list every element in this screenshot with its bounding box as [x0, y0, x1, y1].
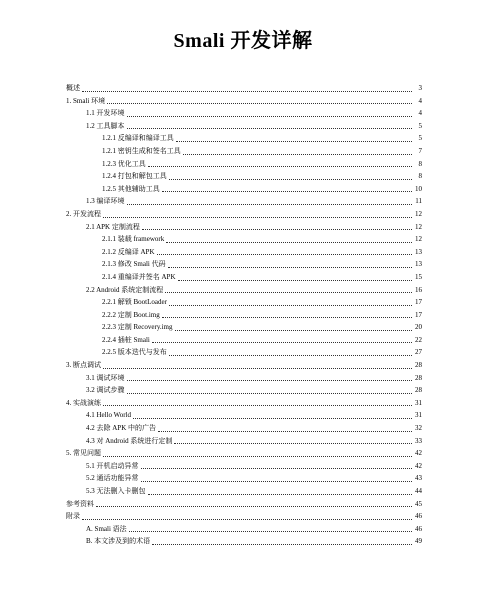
toc-dot-leader	[178, 280, 412, 281]
toc-dot-leader	[152, 544, 412, 545]
toc-dot-leader	[152, 342, 412, 343]
toc-entry-page-number: 16	[415, 285, 422, 294]
toc-dot-leader	[169, 355, 412, 356]
toc-entry-label: 4.1 Hello World	[86, 411, 131, 420]
toc-entry-page-number: 13	[415, 247, 422, 256]
toc-dot-leader	[127, 393, 413, 394]
toc-entry-label: 4.3 对 Android 系统进行定制	[86, 436, 173, 445]
toc-entry[interactable]	[66, 284, 422, 297]
toc-entry[interactable]	[66, 422, 422, 435]
toc-entry[interactable]	[66, 510, 422, 523]
toc-entry-page-number: 42	[415, 461, 422, 470]
toc-entry[interactable]	[66, 409, 422, 422]
toc-entry-label: 2.1.1 装载 framework	[102, 235, 165, 244]
toc-entry-label: 附录	[66, 512, 80, 521]
toc-dot-leader	[127, 128, 413, 129]
toc-entry-page-number: 4	[418, 96, 422, 105]
toc-entry-label: 3.2 调试步骤	[86, 386, 125, 395]
toc-dot-leader	[148, 494, 413, 495]
toc-entry-page-number: 12	[415, 222, 422, 231]
toc-dot-leader	[157, 254, 412, 255]
toc-entry-label: 概述	[66, 84, 80, 92]
toc-entry-page-number: 10	[415, 184, 422, 193]
toc-entry[interactable]	[66, 334, 422, 347]
toc-entry-label: 1.2.4 打包和解包工具	[102, 172, 167, 181]
toc-entry-page-number: 3	[418, 84, 422, 92]
toc-dot-leader	[103, 368, 412, 369]
toc-dot-leader	[169, 179, 412, 180]
toc-dot-leader	[148, 166, 412, 167]
toc-entry[interactable]	[66, 132, 422, 145]
toc-entry[interactable]	[66, 359, 422, 372]
toc-entry-label: 参考资料	[66, 499, 94, 508]
toc-entry[interactable]	[66, 447, 422, 460]
toc-entry-page-number: 44	[415, 487, 422, 495]
toc-entry-page-number: 8	[418, 159, 422, 168]
toc-dot-leader	[141, 481, 413, 482]
toc-entry-page-number: 33	[415, 436, 422, 445]
toc-entry-page-number: 15	[415, 272, 422, 281]
toc-entry-label: 2.2.4 插桩 Smali	[102, 335, 150, 344]
toc-dot-leader	[168, 267, 412, 268]
toc-entry-page-number: 17	[415, 298, 422, 307]
toc-entry[interactable]	[66, 321, 422, 334]
table-of-contents	[66, 82, 422, 548]
toc-dot-leader	[103, 405, 412, 406]
toc-entry-page-number: 49	[415, 537, 422, 546]
toc-entry-label: 1.3 编译环境	[86, 197, 125, 206]
toc-entry[interactable]	[66, 95, 422, 108]
toc-entry-page-number: 12	[415, 209, 422, 218]
toc-dot-leader	[175, 330, 412, 331]
toc-entry[interactable]	[66, 246, 422, 259]
toc-entry-page-number: 42	[415, 449, 422, 458]
toc-entry-label: 2.2 Android 系统定制流程	[86, 285, 164, 294]
toc-entry-label: 2.1.2 反编译 APK	[102, 247, 155, 256]
toc-entry-page-number: 27	[415, 348, 422, 357]
toc-entry-page-number: 7	[418, 146, 422, 155]
toc-entry[interactable]	[66, 384, 422, 397]
toc-entry-label: B. 本文涉及到的术语	[86, 537, 151, 546]
toc-entry-page-number: 5	[418, 121, 422, 130]
toc-entry-page-number: 46	[415, 512, 422, 521]
toc-entry-page-number: 4	[418, 109, 422, 118]
toc-entry[interactable]	[66, 296, 422, 309]
toc-entry-page-number: 8	[418, 172, 422, 181]
toc-dot-leader	[169, 305, 412, 306]
toc-entry-label: A. Smali 语法	[86, 524, 127, 533]
toc-entry[interactable]	[66, 258, 422, 271]
toc-dot-leader	[162, 317, 412, 318]
toc-dot-leader	[183, 154, 412, 155]
toc-dot-leader	[127, 204, 413, 205]
toc-dot-leader	[103, 217, 412, 218]
toc-entry[interactable]	[66, 435, 422, 448]
toc-entry[interactable]	[66, 472, 422, 485]
toc-dot-leader	[129, 531, 412, 532]
toc-entry-label: 2.1 APK 定制流程	[86, 222, 140, 231]
toc-entry[interactable]	[66, 158, 422, 171]
toc-entry-page-number: 28	[415, 373, 422, 382]
toc-entry-label: 1.1 开发环境	[86, 109, 125, 118]
toc-entry-label: 1.2.1 反编译和编译工具	[102, 134, 174, 143]
toc-entry[interactable]	[66, 372, 422, 385]
toc-entry[interactable]	[66, 397, 422, 410]
toc-entry-label: 5. 常见问题	[66, 449, 101, 458]
toc-entry[interactable]	[66, 82, 422, 95]
toc-entry-label: 2.2.3 定制 Recovery.img	[102, 323, 173, 332]
toc-entry[interactable]	[66, 523, 422, 536]
toc-entry-label: 4. 实战演练	[66, 398, 101, 407]
toc-entry-page-number: 32	[415, 424, 422, 433]
toc-dot-leader	[82, 91, 412, 92]
toc-entry-label: 1. Smali 环境	[66, 96, 106, 105]
toc-entry-label: 3.1 调试环境	[86, 373, 125, 382]
toc-entry-page-number: 17	[415, 310, 422, 319]
toc-entry-page-number: 5	[418, 134, 422, 143]
toc-dot-leader	[82, 519, 412, 520]
toc-entry-label: 2. 开发流程	[66, 209, 101, 218]
toc-entry-label: 1.2.3 优化工具	[102, 159, 146, 168]
toc-entry-page-number: 12	[415, 235, 422, 244]
toc-entry-page-number: 31	[415, 411, 422, 420]
toc-entry[interactable]	[66, 498, 422, 511]
toc-entry-label: 2.2.5 版本迭代与发布	[102, 348, 167, 357]
toc-entry[interactable]	[66, 145, 422, 158]
toc-entry[interactable]	[66, 233, 422, 246]
toc-entry-page-number: 28	[415, 386, 422, 395]
toc-entry[interactable]	[66, 485, 422, 498]
toc-dot-leader	[127, 380, 413, 381]
toc-dot-leader	[127, 116, 413, 117]
toc-entry-page-number: 43	[415, 474, 422, 483]
toc-entry-page-number: 11	[415, 197, 422, 206]
toc-entry-label: 1.2 工具脚本	[86, 121, 125, 130]
toc-entry[interactable]	[66, 309, 422, 322]
toc-entry-label: 2.2.2 定制 Boot.img	[102, 310, 160, 319]
toc-dot-leader	[158, 431, 412, 432]
toc-entry[interactable]	[66, 170, 422, 183]
toc-entry-label: 4.2 去除 APK 中的广告	[86, 424, 157, 433]
toc-dot-leader	[133, 418, 412, 419]
toc-dot-leader	[107, 103, 412, 104]
toc-dot-leader	[176, 141, 412, 142]
toc-dot-leader	[96, 506, 412, 507]
toc-entry-page-number: 31	[415, 398, 422, 407]
document-title: Smali 开发详解	[173, 30, 313, 52]
toc-entry-page-number: 45	[415, 499, 422, 508]
toc-entry-label: 2.2.1 解锁 BootLoader	[102, 298, 167, 307]
toc-entry-page-number: 22	[415, 335, 422, 344]
toc-entry[interactable]	[66, 271, 422, 284]
toc-entry[interactable]	[66, 460, 422, 473]
toc-dot-leader	[142, 229, 412, 230]
toc-entry[interactable]	[66, 221, 422, 234]
toc-entry-label: 2.1.3 修改 Smali 代码	[102, 260, 166, 269]
toc-entry-label: 2.1.4 重编译并签名 APK	[102, 272, 176, 281]
toc-entry[interactable]	[66, 107, 422, 120]
toc-entry-label: 5.2 通话功能异常	[86, 474, 139, 483]
toc-dot-leader	[103, 456, 412, 457]
toc-entry-label: 5.3 无法删入卡删包	[86, 487, 146, 495]
toc-entry-label: 1.2.5 其他辅助工具	[102, 184, 160, 193]
toc-entry[interactable]	[66, 208, 422, 221]
toc-entry[interactable]	[66, 346, 422, 359]
toc-dot-leader	[162, 191, 412, 192]
toc-entry-page-number: 46	[415, 524, 422, 533]
toc-entry-page-number: 20	[415, 323, 422, 332]
toc-entry[interactable]	[66, 535, 422, 548]
toc-entry-label: 5.1 开机启动异常	[86, 461, 139, 470]
toc-dot-leader	[166, 242, 412, 243]
toc-dot-leader	[141, 468, 413, 469]
toc-entry-label: 1.2.1 密钥生成和签名工具	[102, 146, 181, 155]
toc-entry-label: 3. 断点调试	[66, 361, 101, 370]
toc-entry[interactable]	[66, 120, 422, 133]
toc-dot-leader	[174, 443, 412, 444]
toc-entry[interactable]	[66, 195, 422, 208]
toc-entry[interactable]	[66, 183, 422, 196]
toc-entry-page-number: 28	[415, 361, 422, 370]
toc-entry-page-number: 13	[415, 260, 422, 269]
toc-dot-leader	[165, 292, 412, 293]
